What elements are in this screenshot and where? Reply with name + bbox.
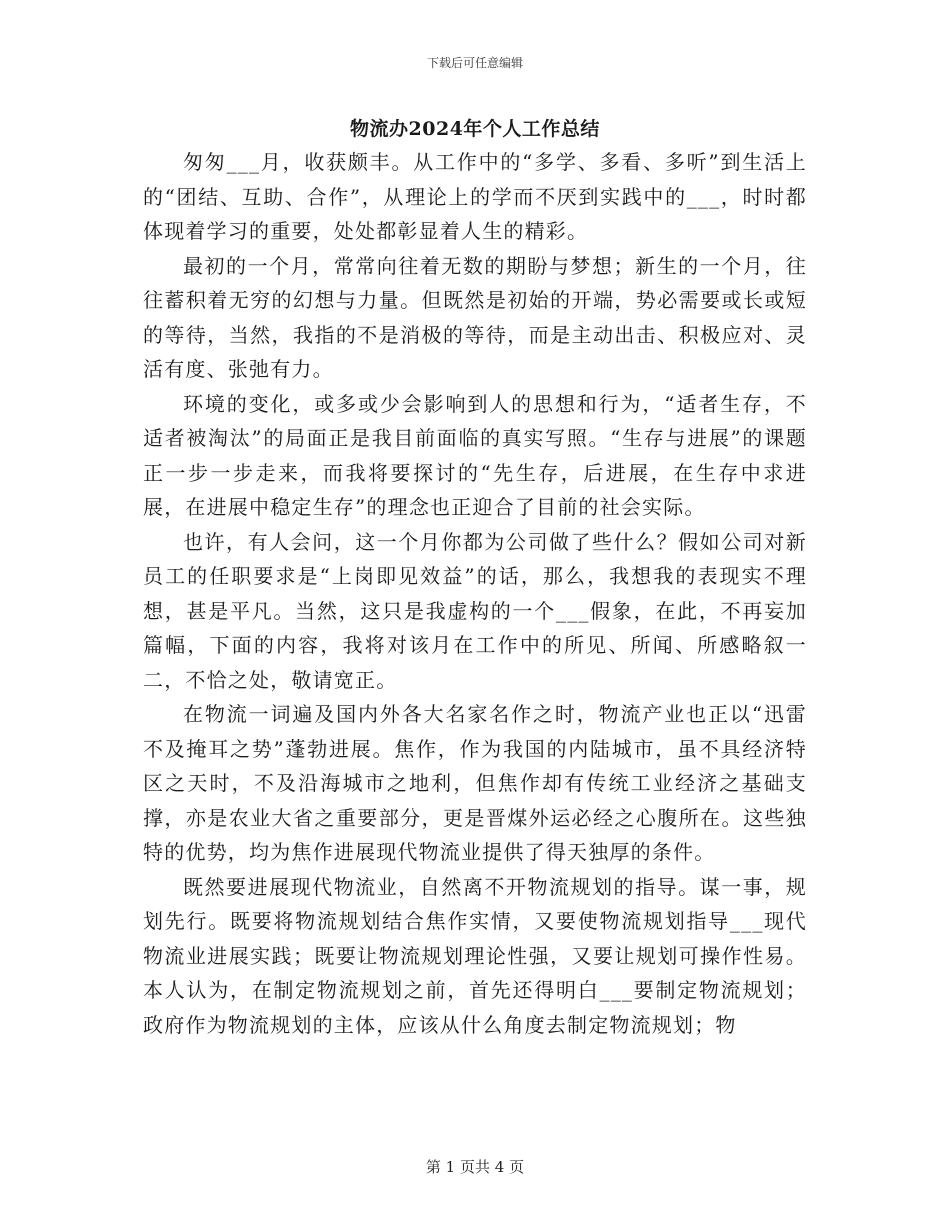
paragraph-1: 匆匆___月，收获颇丰。从工作中的“多学、多看、多听”到生活上的“团结、互助、合作”，从理论上的学而不厌到实践中的___，时时都体现着学习的重要，处处都彰显着人生的精彩。 — [143, 150, 807, 243]
page-indicator: 第 1 页共 4 页 — [425, 1158, 525, 1176]
document-body — [143, 145, 807, 1042]
paragraph-5: 在物流一词遍及国内外各大名家名作之时，物流产业也正以“迅雷不及掩耳之势”蓬勃进展。焦作，作为我国的内陆城市，虽不具经济特区之天时，不及沿海城市之地利，但焦作却有传统工业经济之基础支撑，亦是农业大省之重要部分，更是晋煤外运必经之心腹所在。这些独特的优势，均为焦作进展现代物流业提供了得天独厚的条件。 — [143, 702, 807, 864]
paragraph-3: 环境的变化，或多或少会影响到人的思想和行为，“适者生存，不适者被淘汰”的局面正是我目前面临的真实写照。“生存与进展”的课题正一步一步走来，而我将要探讨的“先生存，后进展，在生存中求进展，在进展中稳定生存”的理念也正迎合了目前的社会实际。 — [143, 391, 807, 519]
paragraph-2: 最初的一个月，常常向往着无数的期盼与梦想；新生的一个月，往往蓄积着无穷的幻想与力量。但既然是初始的开端，势必需要或长或短的等待，当然，我指的不是消极的等待，而是主动出击、积极应对、灵活有度、张弛有力。 — [143, 253, 807, 381]
document-title: 物流办2024年个人工作总结 — [350, 118, 600, 140]
paragraph-6: 既然要进展现代物流业，自然离不开物流规划的指导。谋一事，规划先行。既要将物流规划结合焦作实情，又要使物流规划指导___现代物流业进展实践；既要让物流规划理论性强，又要让规划可操作性易。本人认为，在制定物流规划之前，首先还得明白___要制定物流规划；政府作为物流规划的主体，应该从什么角度去制定物流规划；物 — [143, 874, 807, 1037]
header-note: 下载后可任意编辑 — [426, 56, 523, 70]
paragraph-4: 也许，有人会问，这一个月你都为公司做了些什么？假如公司对新员工的任职要求是“上岗即见效益”的话，那么，我想我的表现实不理想，甚是平凡。当然，这只是我虚构的一个___假象，在此，不再妄加篇幅，下面的内容，我将对该月在工作中的所见、所闻、所感略叙一二，不恰之处，敬请宽正。 — [143, 529, 807, 692]
